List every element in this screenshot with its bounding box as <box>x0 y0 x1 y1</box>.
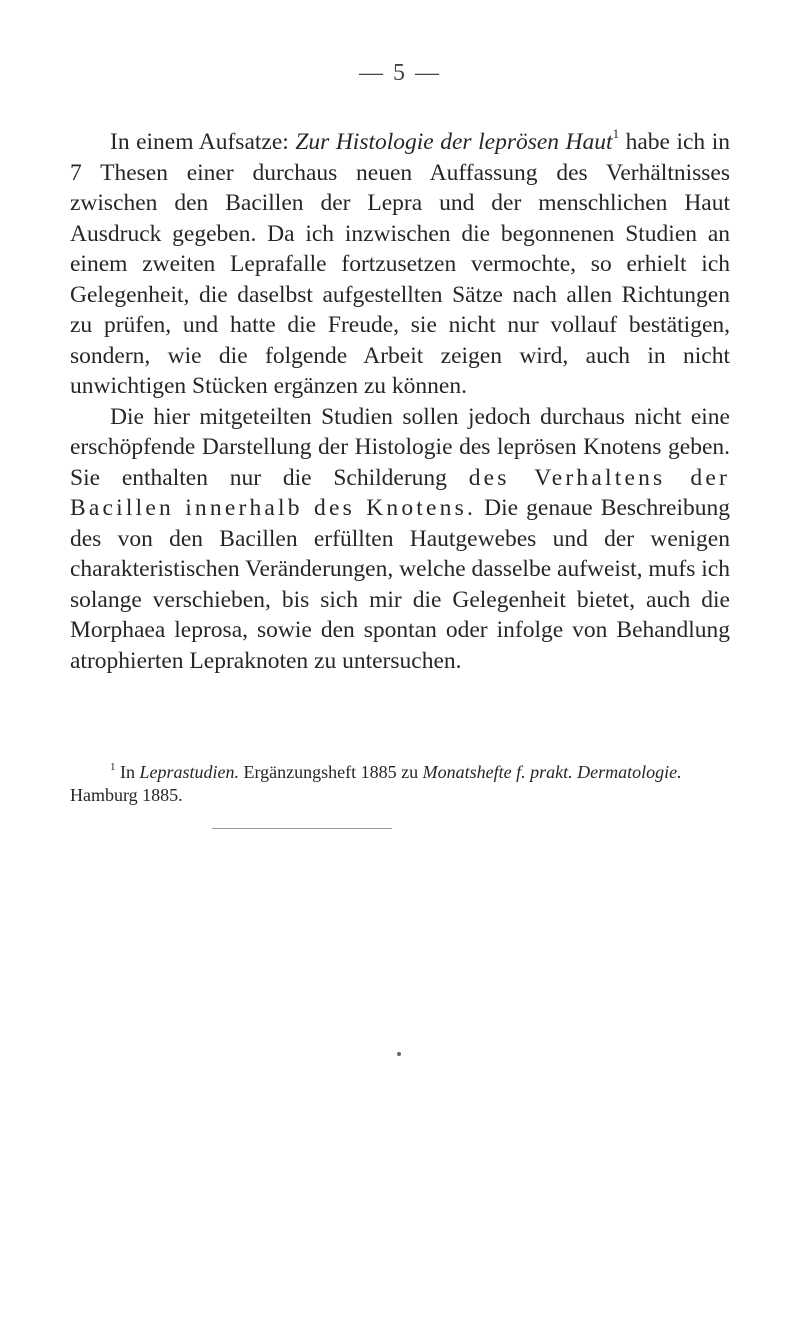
footnote <box>70 761 730 807</box>
paragraph-1-intro: In einem Aufsatze: <box>110 129 296 155</box>
paragraph-1-text: habe ich in 7 Thesen einer durchaus neuen Auffassung des Verhältnisses zwischen den Bacillen der Lepra und der menschlichen Haut Ausdruck gegeben. Da ich inzwischen die begonnenen Studien an einem zweiten Leprafalle fortzusetzen vermochte, so erhielt ich Gelegenheit, die daselbst aufgestellten Sätze nach allen Richtungen zu prüfen, und hatte die Freude, sie nicht nur vollauf bestätigen, sondern, wie die folgende Arbeit zeigen wird, auch in nicht unwichtigen Stücken ergänzen zu können. <box>70 129 730 399</box>
footnote-marker: 1 <box>110 761 116 773</box>
footnote-divider <box>212 828 392 829</box>
ink-blot <box>397 1052 401 1056</box>
footnote-cited-title: Leprastudien. <box>139 762 240 782</box>
footnote-middle: Ergänzungsheft 1885 zu <box>239 762 423 782</box>
emphasized-phrase: des Verhaltens der Bacillen innerhalb des Knotens. <box>70 464 730 521</box>
footnote-journal: Monatshefte f. prakt. Dermatologie. <box>422 762 682 782</box>
paragraph-1 <box>70 127 730 402</box>
main-text <box>70 127 730 676</box>
footnote-reference[interactable]: 1 <box>612 126 620 141</box>
cited-article-title: Zur Histologie der leprösen Haut <box>295 129 613 155</box>
paragraph-2 <box>70 402 730 677</box>
footnote-intro: In <box>115 762 140 782</box>
paragraph-2-text-before: Die hier mitgeteilten Studien sollen jedoch durchaus nicht eine erschöpfende Darstellung der Histologie des leprösen Knotens geben. Sie enthalten nur die Schilderung <box>70 403 730 491</box>
paragraph-2-text-after: Die genaue Beschreibung des von den Bacillen erfüllten Hautgewebes und der wenigen charakteristischen Veränderungen, welche dasselbe aufweist, mufs ich solange verschieben, bis sich mir die Gelegenheit bietet, auch die Morphaea leprosa, sowie den spontan oder infolge von Behandlung atrophierten Lepraknoten zu untersuchen. <box>70 495 730 674</box>
page-number: — 5 — <box>359 60 441 86</box>
footnote-end: Hamburg 1885. <box>70 785 183 805</box>
